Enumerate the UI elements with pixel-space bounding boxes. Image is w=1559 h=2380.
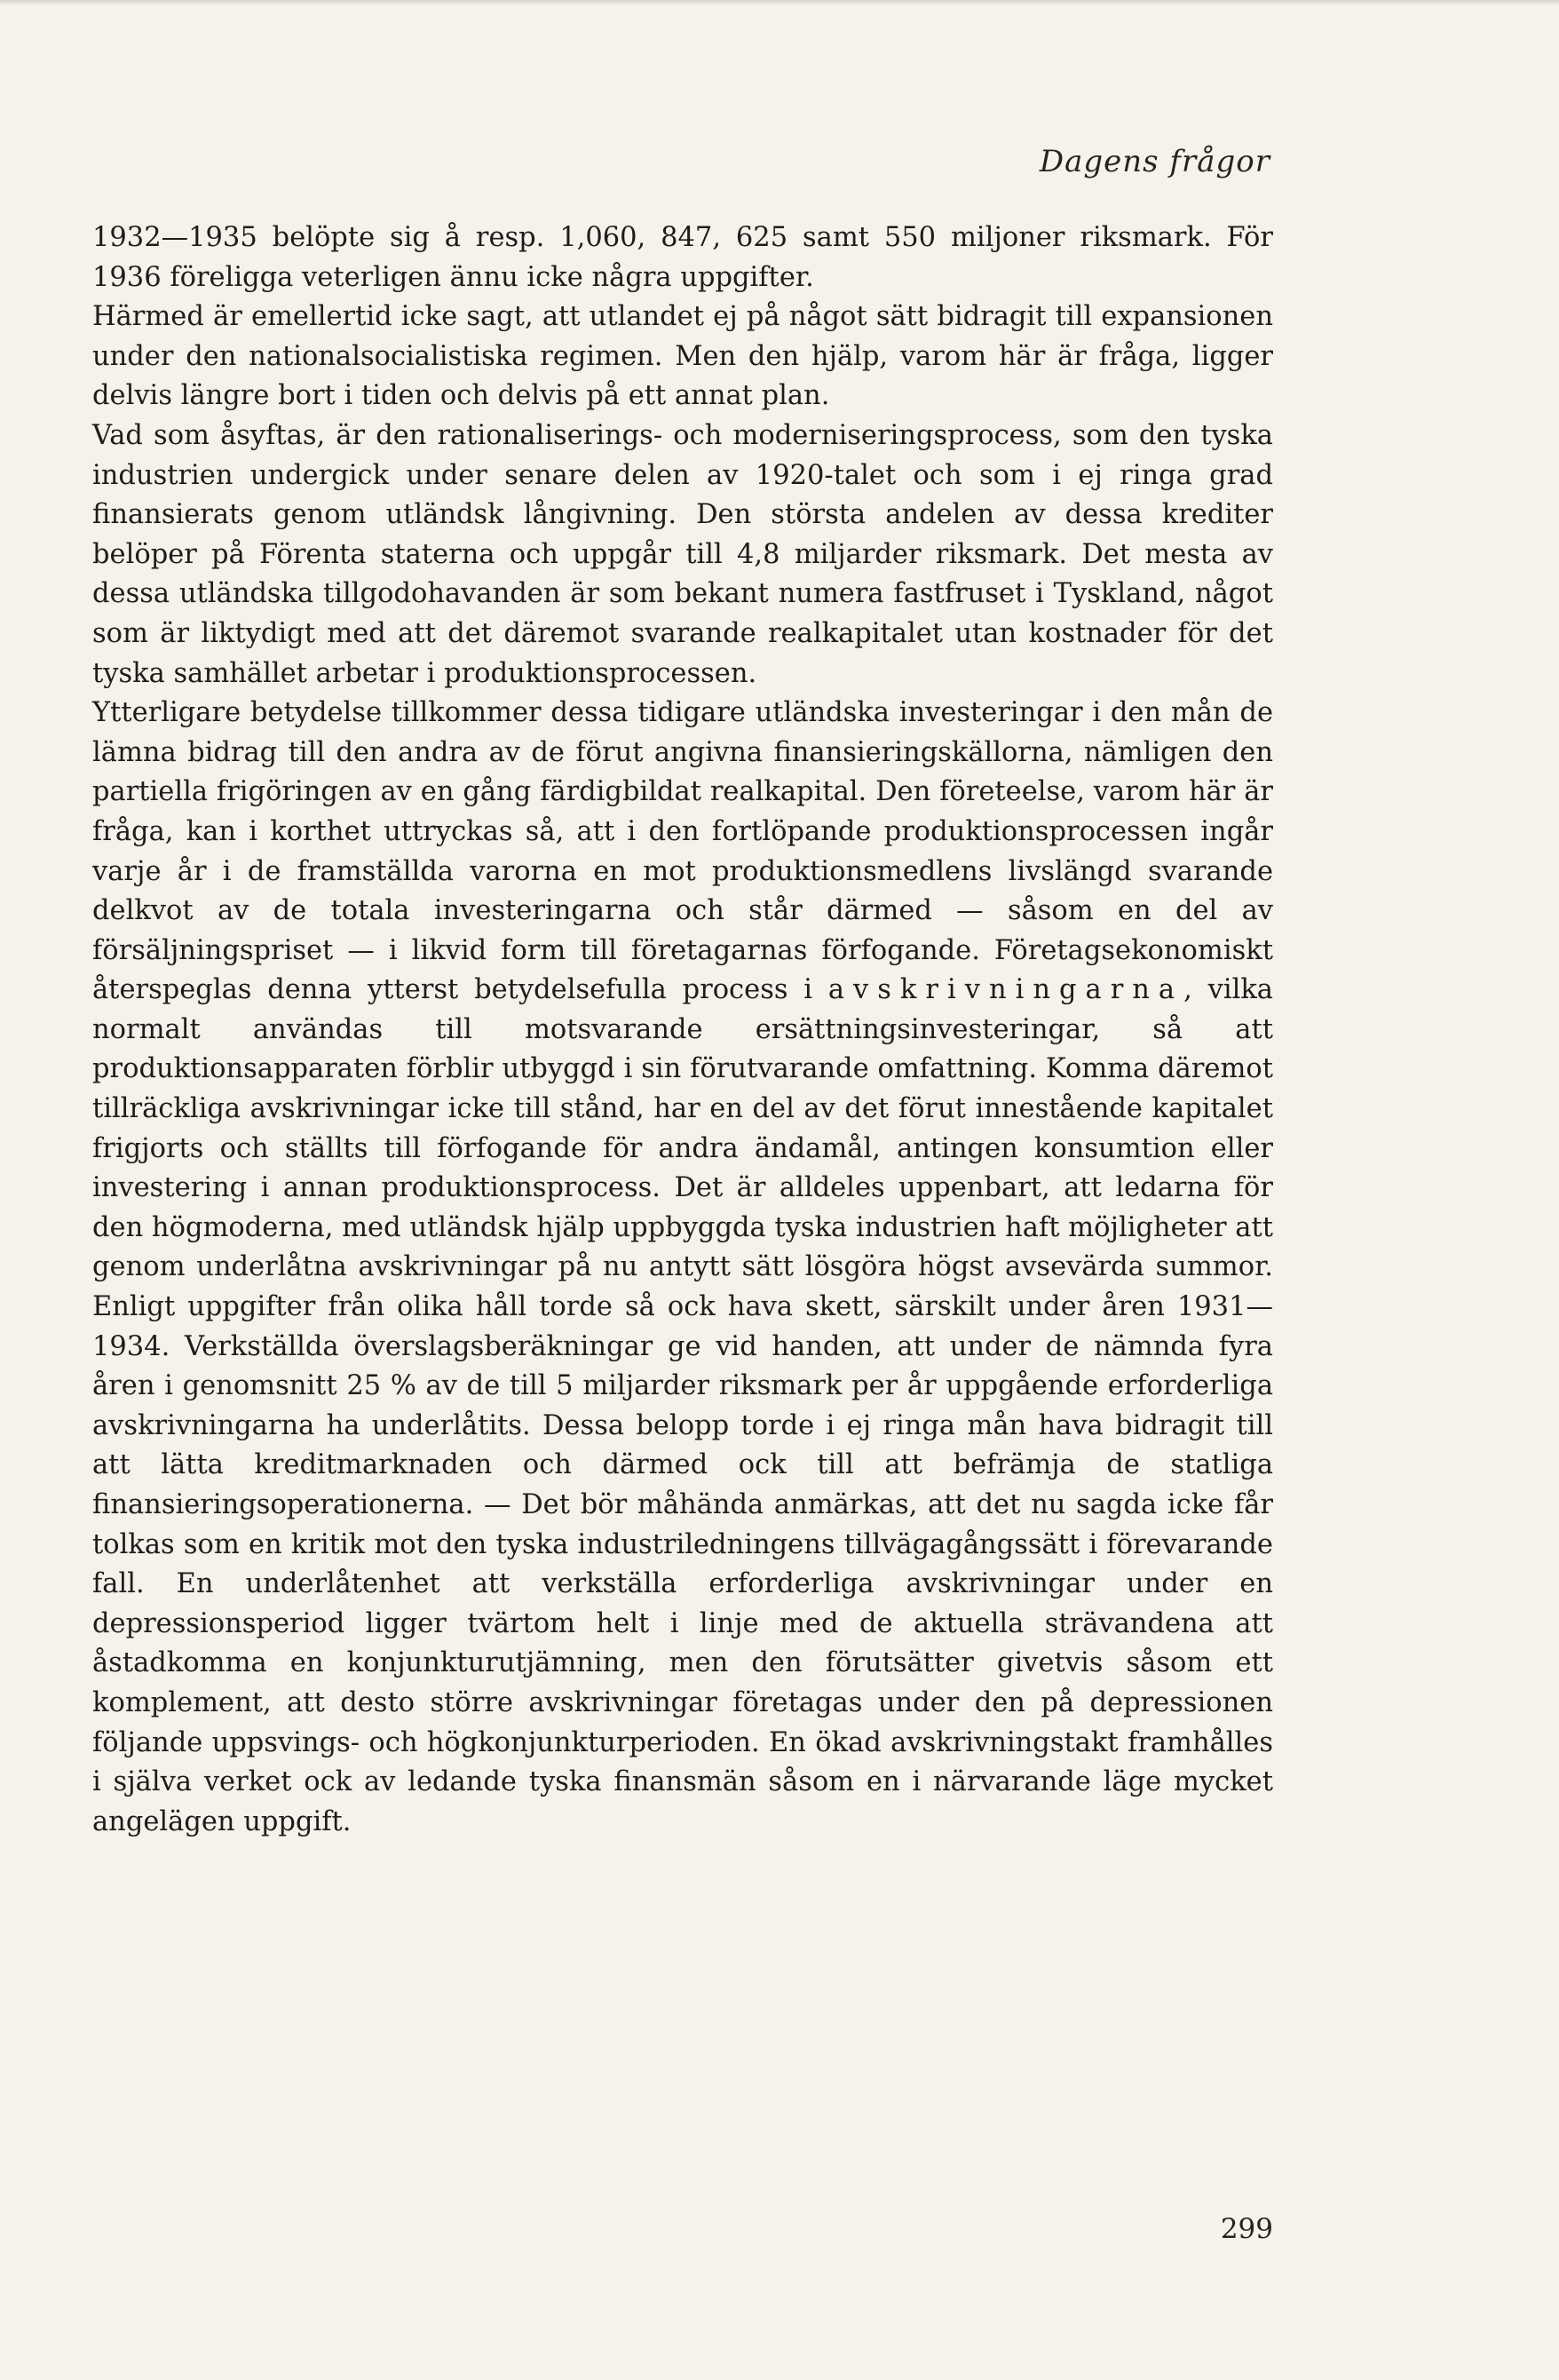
body-text — [92, 218, 1273, 1842]
paragraph-4-part-1: Ytterligare betydelse tillkommer dessa tidigare utländska investeringar i den mån de lämna bidrag till den andra av de förut angivna finansieringskällorna, nämligen den partiella frigöringen av en gång färdigbildat realkapital. Den företeelse, varom här är fråga, kan i korthet uttryckas så, att i den fortlöpande produktionsprocessen ingår varje år i de framställda varorna en mot produktionsmedlens livslängd svarande delkvot av de totala investeringarna och står därmed — såsom en del av försäljningspriset — i likvid form till företagarnas förfogande. Företagsekonomiskt återspeglas denna ytterst betydelsefulla process i — [92, 697, 1273, 1006]
page-edge-shadow — [0, 0, 1559, 5]
page-number: 299 — [1220, 2213, 1273, 2245]
paragraph-3: Vad som åsyftas, är den rationaliserings- och moderniseringsprocess, som den tyska industrien undergick under senare delen av 1920-talet och som i ej ringa grad finansierats genom utländsk långivning. Den största andelen av dessa krediter belöper på Förenta staterna och uppgår till 4,8 miljarder riksmark. Det mesta av dessa utländska tillgodohavanden är som bekant numera fastfruset i Tyskland, något som är liktydigt med att det däremot svarande realkapitalet utan kostnader för det tyska samhället arbetar i produktionsprocessen. — [92, 419, 1273, 689]
paragraph-4-part-2: , vilka normalt användas till motsvarande ersättningsinvesteringar, så att produktionsapparaten förblir utbyggd i sin förutvarande omfattning. Komma däremot tillräckliga avskrivningar icke till stånd, har en del av det förut innestående kapitalet frigjorts och ställts till förfogande för andra ändamål, antingen konsumtion eller investering i annan produktionsprocess. Det är alldeles uppenbart, att ledarna för den högmoderna, med utländsk hjälp uppbyggda tyska industrien haft möjligheter att genom underlåtna avskrivningar på nu antytt sätt lösgöra högst avsevärda summor. Enligt uppgifter från olika håll torde så ock hava skett, särskilt under åren 1931—1934. Verkställda överslagsberäkningar ge vid handen, att under de nämnda fyra åren i genomsnitt 25 % av de till 5 miljarder riksmark per år uppgående erforderliga avskrivningarna ha underlåtits. Dessa belopp torde i ej ringa mån hava bidragit till att lätta kreditmarknaden och därmed ock till att befrämja de statliga finansieringsoperationerna. — Det bör måhända anmärkas, att det nu sagda icke får tolkas som en kritik mot den tyska industriledningens tillvägagångssätt i förevarande fall. En underlåtenhet att verkställa erforderliga avskrivningar under en depressionsperiod ligger tvärtom helt i linje med de aktuella strävandena att åstadkomma en konjunkturutjämning, men den förutsätter givetvis såsom ett komplement, att desto större avskrivningar företagas under den på depressionen följande uppsvings- och högkonjunkturperioden. En ökad avskrivningstakt framhålles i själva verket ock av ledande tyska finansmän såsom en i närvarande läge mycket angelägen uppgift. — [92, 974, 1273, 1837]
paragraph-1: 1932—1935 belöpte sig å resp. 1,060, 847, 625 samt 550 miljoner riksmark. För 1936 föreligga veterligen ännu icke några uppgifter. — [92, 222, 1273, 293]
emphasized-term: avskrivningarna — [827, 974, 1184, 1006]
paragraph-2: Härmed är emellertid icke sagt, att utlandet ej på något sätt bidragit till expansionen under den nationalsocialistiska regimen. Men den hjälp, varom här är fråga, ligger delvis längre bort i tiden och delvis på ett annat plan. — [92, 301, 1273, 412]
running-head: Dagens frågor — [1039, 144, 1270, 179]
paragraph-4 — [92, 694, 1273, 1842]
